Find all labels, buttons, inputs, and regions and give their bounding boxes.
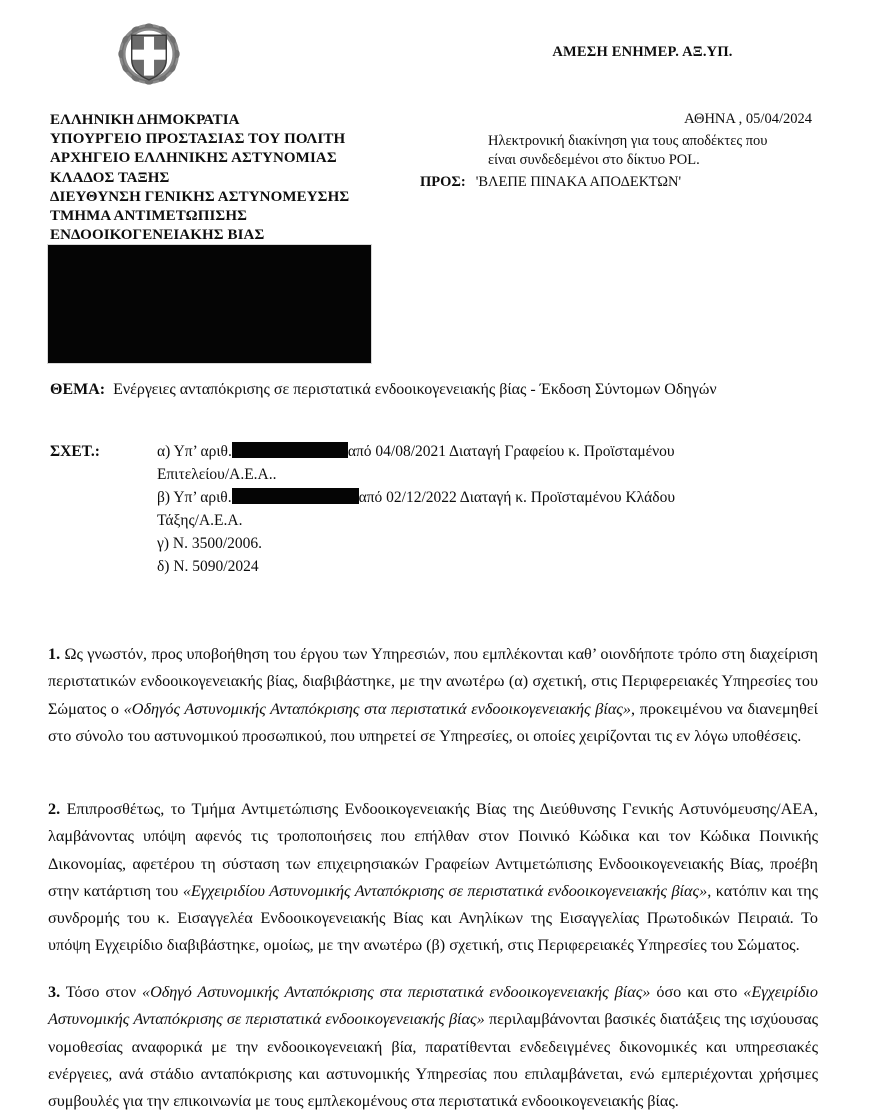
paragraph-1-segment-2: , προκειμένου να διανεμηθεί στο σύνολο του αστυνομικού προσωπικού, που υπηρετεί σε Υπηρεσίες, οι οποίες χειρίζονται τις εν λόγω υποθέσεις. — [48, 699, 818, 745]
paragraph-2-segment-2: , κατόπιν και της συνδρομής του κ. Εισαγγελέα Ενδοοικογενειακής Βίας και Ανηλίκων της Εισαγγελίας Πρωτοδικών Πειραιά. Το υπόψη Εγχειρίδιο διαβιβάστηκε, ομοίως, με την ανωτέρω (β) σχετική, στις Περιφερειακές Υπηρεσίες του Σώματος. — [48, 881, 818, 955]
paragraph-3-title-1: «Οδηγό Αστυνομικής Ανταπόκρισης στα περιστατικά ενδοοικογενειακής βίας» — [142, 983, 651, 1002]
classification-label: ΑΜΕΣΗ ΕΝΗΜΕΡ. ΑΞ.ΥΠ. — [552, 44, 733, 60]
reference-b-line-2: Τάξης/Α.Ε.Α. — [157, 512, 243, 529]
org-line-6: ΤΜΗΜΑ ΑΝΤΙΜΕΤΩΠΙΣΗΣ — [50, 208, 248, 225]
paragraph-3-segment-3: περιλαμβάνονται βασικές διατάξεις της ισχύουσας νομοθεσίας αναφορικά με την ενδοοικογενειακή βία, παρατίθενται ενδεδειγμένες δικονομικές και υπηρεσιακές ενέργειες, ανά στάδιο ανταπόκρισης και αστυνομικής Υπηρεσίας που επιλαμβάνεται, ενώ εμπεριέχονται χρήσιμες συμβουλές για την επικοινωνία με τους εμπλεκομένους στα περιστατικά ενδοοικογενειακής βίας. — [48, 1010, 818, 1110]
subject-row — [50, 377, 815, 403]
city-date: ΑΘΗΝΑ , 05/04/2024 — [684, 111, 812, 127]
references-block — [50, 440, 820, 578]
paragraph-1-number: 1. — [48, 645, 61, 664]
recipient-label: ΠΡΟΣ: — [420, 174, 466, 190]
body-paragraph-3 — [48, 979, 818, 1115]
references-list — [157, 440, 820, 578]
org-line-2: ΥΠΟΥΡΓΕΙΟ ΠΡΟΣΤΑΣΙΑΣ ΤΟΥ ΠΟΛΙΤΗ — [50, 131, 346, 148]
reference-a-line-2: Επιτελείου/Α.Ε.Α.. — [157, 466, 277, 483]
redacted-reference-number-b — [232, 488, 359, 504]
subject-text: Ενέργειες ανταπόκρισης σε περιστατικά ενδοοικογενειακής βίας - Έκδοση Σύντομων Οδηγών — [113, 381, 717, 398]
redacted-contact-block — [48, 245, 371, 363]
org-line-1: ΕΛΛΗΝΙΚΗ ΔΗΜΟΚΡΑΤΙΑ — [50, 112, 240, 128]
paragraph-2-number: 2. — [48, 800, 61, 819]
references-label: ΣΧΕΤ.: — [50, 443, 100, 460]
recipient-value: 'ΒΛΕΠΕ ΠΙΝΑΚΑ ΑΠΟΔΕΚΤΩΝ' — [475, 174, 682, 190]
reference-b-suffix: από 02/12/2022 Διαταγή κ. Προϊσταμένου Κλάδου — [358, 489, 676, 506]
recipient-row — [420, 173, 815, 192]
paragraph-1-title-1: «Οδηγός Αστυνομικής Ανταπόκρισης στα περιστατικά ενδοοικογενειακής βίας» — [123, 699, 631, 718]
reference-item-b — [157, 486, 820, 509]
paragraph-3-number: 3. — [48, 983, 61, 1002]
issuing-organization-block — [50, 111, 410, 245]
body-paragraph-2 — [48, 796, 818, 959]
paragraph-3-segment-2: όσο και στο — [650, 983, 744, 1002]
paragraph-2-title-1: «Εγχειριδίου Αστυνομικής Ανταπόκρισης σε περιστατικά ενδοοικογενειακής βίας» — [182, 881, 708, 900]
reference-item-d: δ) Ν. 5090/2024 — [157, 558, 259, 575]
org-line-4: ΚΛΑΔΟΣ ΤΑΞΗΣ — [50, 169, 170, 186]
distribution-note-line-2: είναι συνδεδεμένοι στο δίκτυο POL. — [488, 151, 700, 168]
paragraph-3-segment-1: Τόσο στον — [60, 983, 142, 1002]
reference-item-c: γ) Ν. 3500/2006. — [157, 535, 263, 552]
paragraph-2-segment-1: Επιπροσθέτως, το Τμήμα Αντιμετώπισης Ενδοοικογενειακής Βίας της Διεύθυνσης Γενικής Αστυνόμευσης/ΑΕΑ, λαμβάνοντας υπόψη αφενός τις τροποποιήσεις που επήλθαν στον Ποινικό Κώδικα και τον Κώδικα Ποινικής Δικονομίας, αφετέρου τη σύσταση των επιχειρησιακών Γραφείων Αντιμετώπισης Ενδοοικογενειακής Βίας, προέβη στην κατάρτιση του — [48, 800, 818, 900]
distribution-note — [420, 132, 815, 169]
distribution-note-line-1: Ηλεκτρονική διακίνηση για τους αποδέκτες που — [488, 133, 768, 149]
reference-a-prefix: α) Υπ’ αριθ. — [157, 443, 232, 460]
paragraph-1-segment-1: Ως γνωστόν, προς υποβοήθηση του έργου των Υπηρεσιών, που εμπλέκονται καθ’ οιονδήποτε τρόπο στη διαχείριση περιστατικών ενδοοικογενειακής βίας, διαβιβάστηκε, με την ανωτέρω (α) σχετική, στις Περιφερειακές Υπηρεσίες του Σώματος ο — [48, 645, 818, 718]
org-line-5: ΔΙΕΥΘΥΝΣΗ ΓΕΝΙΚΗΣ ΑΣΤΥΝΟΜΕΥΣΗΣ — [50, 188, 350, 205]
org-line-3: ΑΡΧΗΓΕΙΟ ΕΛΛΗΝΙΚΗΣ ΑΣΤΥΝΟΜΙΑΣ — [50, 150, 337, 167]
redacted-reference-number-a — [232, 442, 348, 458]
document-meta-block — [420, 110, 815, 192]
subject-label: ΘΕΜΑ: — [50, 381, 106, 398]
reference-b-prefix: β) Υπ’ αριθ. — [157, 489, 232, 506]
reference-item-a — [157, 440, 820, 463]
org-line-7: ΕΝΔΟΟΙΚΟΓΕΝΕΙΑΚΗΣ ΒΙΑΣ — [50, 227, 265, 244]
paragraph-3-title-2: «Εγχειρίδιο Αστυνομικής Ανταπόκρισης σε περιστατικά ενδοοικογενειακής βίας» — [48, 983, 818, 1029]
greek-coat-of-arms-icon — [113, 18, 185, 90]
body-paragraph-1 — [48, 641, 818, 750]
reference-a-suffix: από 04/08/2021 Διαταγή Γραφείου κ. Προϊσταμένου — [347, 443, 675, 460]
